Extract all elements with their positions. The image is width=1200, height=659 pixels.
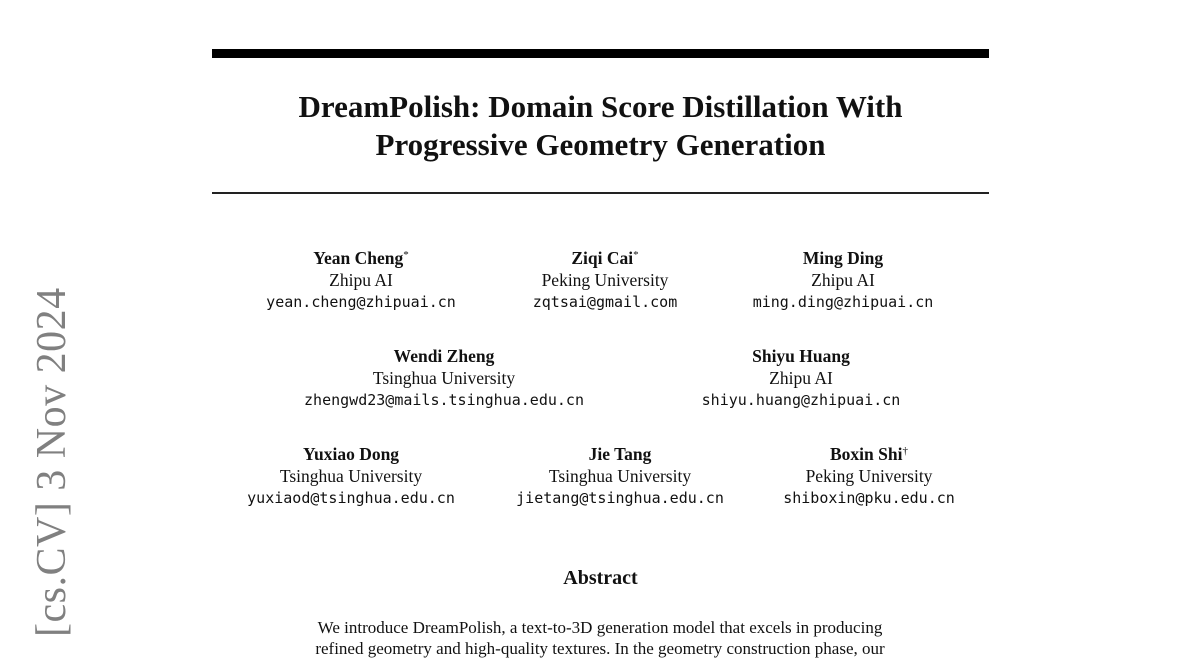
author-mark: * xyxy=(403,249,409,261)
author-name xyxy=(702,346,901,368)
author-affiliation: Zhipu AI xyxy=(769,367,833,388)
author-affiliation: Tsinghua University xyxy=(548,465,692,486)
author-affiliation: Zhipu AI xyxy=(811,269,875,290)
author-email: yuxiaod@tsinghua.edu.cn xyxy=(247,489,455,507)
author-name xyxy=(304,346,584,368)
author-block xyxy=(753,248,934,313)
author-block xyxy=(516,444,724,509)
author-name xyxy=(266,248,456,270)
author-name-text: Shiyu Huang xyxy=(752,346,850,366)
author-name xyxy=(753,248,934,270)
abstract-line: We introduce DreamPolish, a text-to-3D generation model that excels in producing xyxy=(317,618,883,637)
abstract-line: refined geometry and high-quality textures. In the geometry construction phase, our xyxy=(315,639,885,658)
author-affiliation: Zhipu AI xyxy=(329,269,393,290)
author-block xyxy=(266,248,456,313)
author-name-text: Ziqi Cai xyxy=(571,248,634,268)
author-email: jietang@tsinghua.edu.cn xyxy=(516,489,724,507)
author-name-text: Boxin Shi xyxy=(830,444,903,464)
author-email: zhengwd23@mails.tsinghua.edu.cn xyxy=(304,391,584,409)
title-bottom-rule xyxy=(212,192,989,194)
abstract-body xyxy=(270,617,930,659)
author-name-text: Jie Tang xyxy=(588,444,652,464)
author-block xyxy=(783,444,955,509)
author-block xyxy=(304,346,584,411)
author-name xyxy=(516,444,724,466)
author-affiliation: Peking University xyxy=(805,465,933,486)
author-name xyxy=(533,248,678,270)
author-mark: * xyxy=(633,249,639,261)
arxiv-stamp: [cs.CV] 3 Nov 2024 xyxy=(29,287,75,637)
author-affiliation: Tsinghua University xyxy=(372,367,516,388)
author-mark: † xyxy=(902,445,908,457)
paper-title xyxy=(212,88,989,164)
author-name xyxy=(247,444,455,466)
abstract-heading: Abstract xyxy=(563,567,638,589)
author-email: zqtsai@gmail.com xyxy=(532,293,678,311)
author-affiliation: Tsinghua University xyxy=(279,465,423,486)
author-name-text: Yean Cheng xyxy=(313,248,404,268)
author-name-text: Ming Ding xyxy=(802,248,884,268)
title-line: Progressive Geometry Generation xyxy=(375,127,826,162)
author-name xyxy=(783,444,955,466)
author-affiliation: Peking University xyxy=(541,269,669,290)
author-block xyxy=(533,248,678,313)
author-block xyxy=(702,346,901,411)
title-top-rule xyxy=(212,49,989,58)
author-email: ming.ding@zhipuai.cn xyxy=(752,293,934,311)
author-email: shiboxin@pku.edu.cn xyxy=(783,489,955,507)
author-email: shiyu.huang@zhipuai.cn xyxy=(701,391,901,409)
title-line: DreamPolish: Domain Score Distillation With xyxy=(298,89,903,124)
author-block xyxy=(247,444,455,509)
author-name-text: Yuxiao Dong xyxy=(302,444,400,464)
author-email: yean.cheng@zhipuai.cn xyxy=(266,293,456,311)
author-name-text: Wendi Zheng xyxy=(393,346,495,366)
